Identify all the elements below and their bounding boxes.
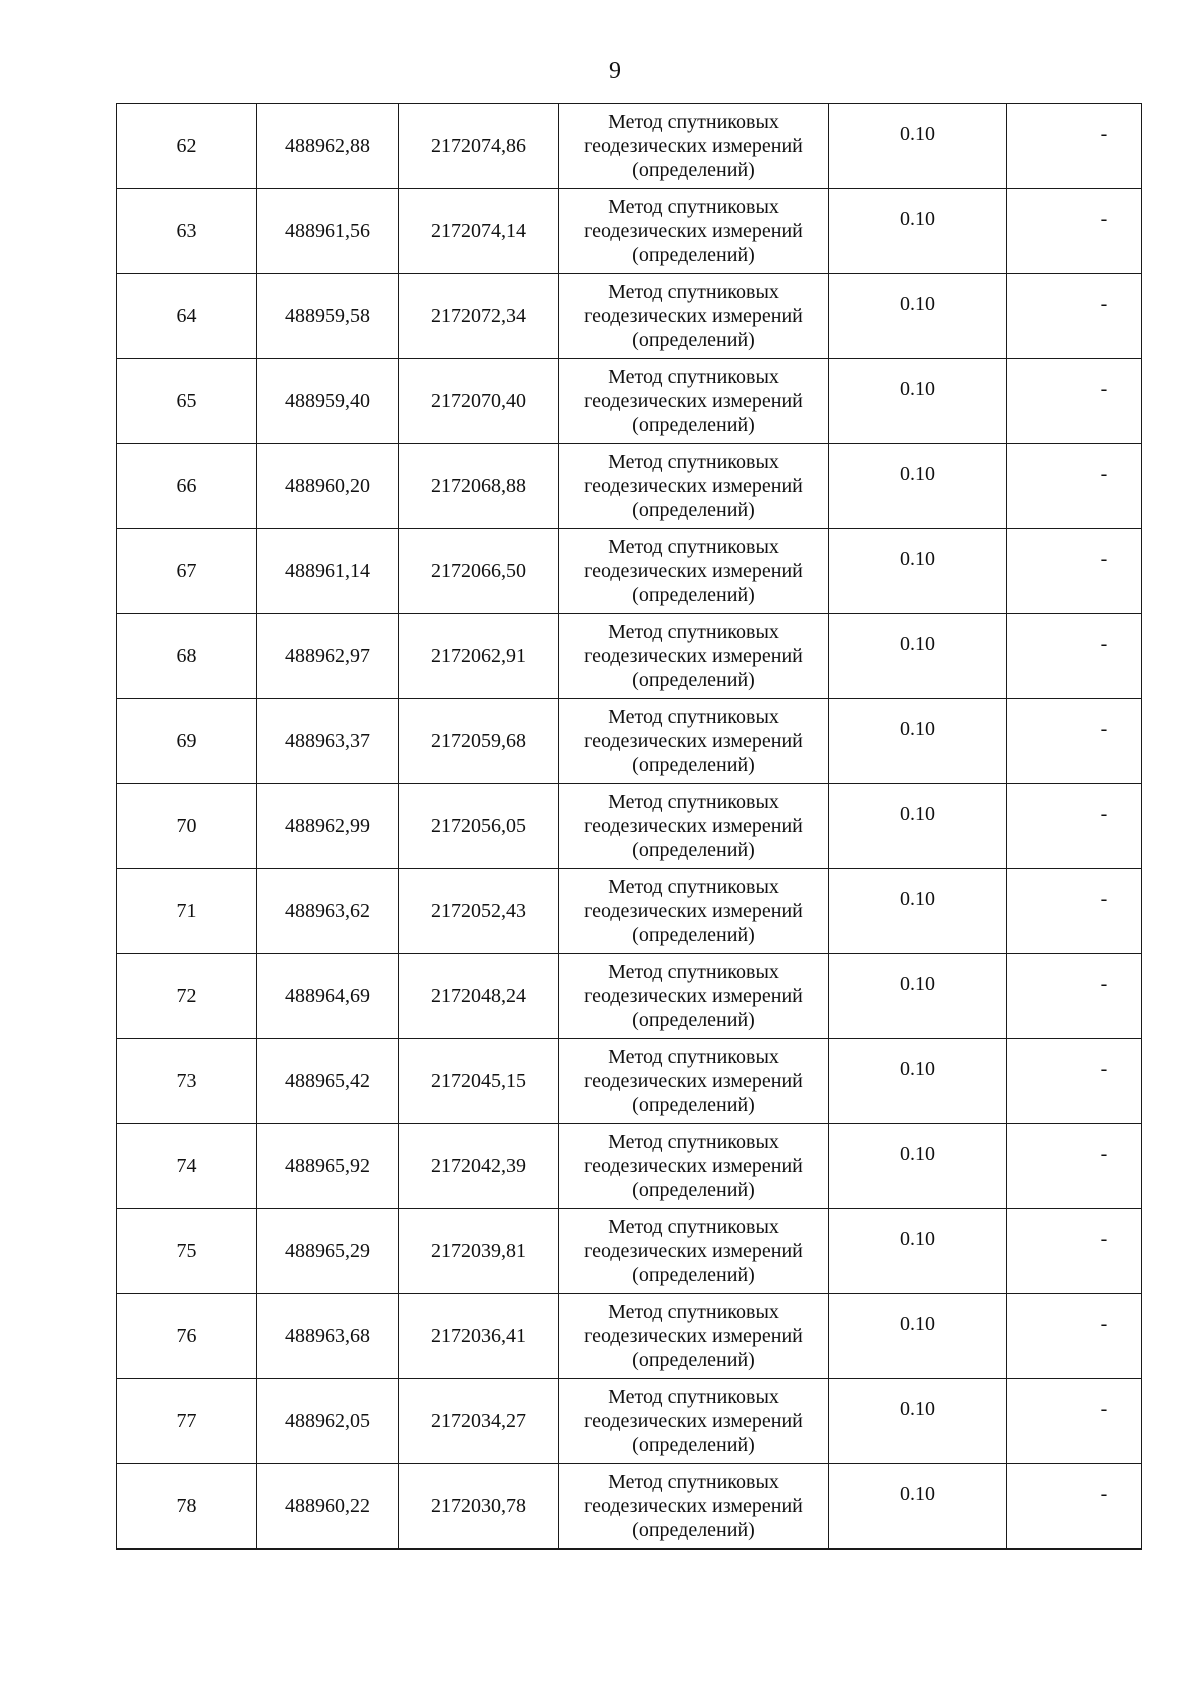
method-line: Метод спутниковых bbox=[608, 1471, 779, 1493]
method-cell bbox=[559, 1464, 829, 1550]
table-row bbox=[117, 1294, 1142, 1379]
method-line: Метод спутниковых bbox=[608, 1386, 779, 1408]
method-cell bbox=[559, 869, 829, 954]
x-coordinate-cell: 488965,42 bbox=[257, 1039, 399, 1124]
y-coordinate-cell: 2172048,24 bbox=[399, 954, 559, 1039]
note-cell: - bbox=[1007, 1464, 1142, 1550]
method-line: (определений) bbox=[632, 1434, 755, 1456]
precision-cell: 0.10 bbox=[829, 274, 1007, 359]
method-line: геодезических измерений bbox=[584, 1155, 803, 1177]
method-line: геодезических измерений bbox=[584, 135, 803, 157]
point-number-cell: 63 bbox=[117, 189, 257, 274]
precision-cell: 0.10 bbox=[829, 1124, 1007, 1209]
method-line: геодезических измерений bbox=[584, 1070, 803, 1092]
point-number-cell: 65 bbox=[117, 359, 257, 444]
table-row bbox=[117, 1464, 1142, 1550]
table-row bbox=[117, 189, 1142, 274]
method-line: геодезических измерений bbox=[584, 475, 803, 497]
table-row bbox=[117, 614, 1142, 699]
method-line: геодезических измерений bbox=[584, 1240, 803, 1262]
note-cell: - bbox=[1007, 1124, 1142, 1209]
precision-cell: 0.10 bbox=[829, 1294, 1007, 1379]
x-coordinate-cell: 488965,92 bbox=[257, 1124, 399, 1209]
note-cell: - bbox=[1007, 699, 1142, 784]
y-coordinate-cell: 2172056,05 bbox=[399, 784, 559, 869]
method-cell bbox=[559, 1124, 829, 1209]
note-cell: - bbox=[1007, 954, 1142, 1039]
method-line: (определений) bbox=[632, 159, 755, 181]
table-row bbox=[117, 699, 1142, 784]
point-number-cell: 67 bbox=[117, 529, 257, 614]
table-row bbox=[117, 954, 1142, 1039]
method-cell bbox=[559, 784, 829, 869]
note-cell: - bbox=[1007, 104, 1142, 189]
method-line: геодезических измерений bbox=[584, 985, 803, 1007]
y-coordinate-cell: 2172072,34 bbox=[399, 274, 559, 359]
note-cell: - bbox=[1007, 1209, 1142, 1294]
method-cell bbox=[559, 954, 829, 1039]
method-cell bbox=[559, 189, 829, 274]
point-number-cell: 70 bbox=[117, 784, 257, 869]
point-number-cell: 78 bbox=[117, 1464, 257, 1550]
precision-cell: 0.10 bbox=[829, 1379, 1007, 1464]
method-cell bbox=[559, 614, 829, 699]
point-number-cell: 76 bbox=[117, 1294, 257, 1379]
x-coordinate-cell: 488962,97 bbox=[257, 614, 399, 699]
y-coordinate-cell: 2172042,39 bbox=[399, 1124, 559, 1209]
method-line: геодезических измерений bbox=[584, 1495, 803, 1517]
point-number-cell: 71 bbox=[117, 869, 257, 954]
method-line: геодезических измерений bbox=[584, 390, 803, 412]
point-number-cell: 66 bbox=[117, 444, 257, 529]
point-number-cell: 75 bbox=[117, 1209, 257, 1294]
point-number-cell: 74 bbox=[117, 1124, 257, 1209]
precision-cell: 0.10 bbox=[829, 614, 1007, 699]
note-cell: - bbox=[1007, 1294, 1142, 1379]
method-line: геодезических измерений bbox=[584, 900, 803, 922]
precision-cell: 0.10 bbox=[829, 1039, 1007, 1124]
method-line: (определений) bbox=[632, 499, 755, 521]
method-line: геодезических измерений bbox=[584, 645, 803, 667]
note-cell: - bbox=[1007, 529, 1142, 614]
y-coordinate-cell: 2172030,78 bbox=[399, 1464, 559, 1550]
method-line: Метод спутниковых bbox=[608, 1301, 779, 1323]
x-coordinate-cell: 488961,56 bbox=[257, 189, 399, 274]
method-line: геодезических измерений bbox=[584, 560, 803, 582]
precision-cell: 0.10 bbox=[829, 444, 1007, 529]
method-line: Метод спутниковых bbox=[608, 706, 779, 728]
note-cell: - bbox=[1007, 274, 1142, 359]
coordinates-table bbox=[116, 103, 1142, 1550]
method-line: (определений) bbox=[632, 1349, 755, 1371]
y-coordinate-cell: 2172039,81 bbox=[399, 1209, 559, 1294]
y-coordinate-cell: 2172045,15 bbox=[399, 1039, 559, 1124]
y-coordinate-cell: 2172074,14 bbox=[399, 189, 559, 274]
x-coordinate-cell: 488962,99 bbox=[257, 784, 399, 869]
method-line: (определений) bbox=[632, 839, 755, 861]
method-line: (определений) bbox=[632, 924, 755, 946]
table-row bbox=[117, 529, 1142, 614]
method-cell bbox=[559, 1379, 829, 1464]
method-line: Метод спутниковых bbox=[608, 1216, 779, 1238]
note-cell: - bbox=[1007, 359, 1142, 444]
precision-cell: 0.10 bbox=[829, 869, 1007, 954]
table-row bbox=[117, 1124, 1142, 1209]
point-number-cell: 77 bbox=[117, 1379, 257, 1464]
method-cell bbox=[559, 1294, 829, 1379]
method-line: (определений) bbox=[632, 1009, 755, 1031]
table-row bbox=[117, 869, 1142, 954]
method-cell bbox=[559, 1039, 829, 1124]
method-line: Метод спутниковых bbox=[608, 961, 779, 983]
table-row bbox=[117, 359, 1142, 444]
precision-cell: 0.10 bbox=[829, 1464, 1007, 1550]
precision-cell: 0.10 bbox=[829, 189, 1007, 274]
table-body bbox=[117, 104, 1142, 1550]
method-line: Метод спутниковых bbox=[608, 1046, 779, 1068]
method-line: геодезических измерений bbox=[584, 1410, 803, 1432]
method-cell bbox=[559, 529, 829, 614]
method-line: Метод спутниковых bbox=[608, 876, 779, 898]
y-coordinate-cell: 2172068,88 bbox=[399, 444, 559, 529]
table-row bbox=[117, 784, 1142, 869]
page-number: 9 bbox=[609, 58, 621, 84]
method-line: геодезических измерений bbox=[584, 220, 803, 242]
method-line: Метод спутниковых bbox=[608, 366, 779, 388]
method-line: Метод спутниковых bbox=[608, 451, 779, 473]
y-coordinate-cell: 2172062,91 bbox=[399, 614, 559, 699]
method-line: (определений) bbox=[632, 1094, 755, 1116]
table-row bbox=[117, 104, 1142, 189]
precision-cell: 0.10 bbox=[829, 529, 1007, 614]
y-coordinate-cell: 2172070,40 bbox=[399, 359, 559, 444]
x-coordinate-cell: 488960,20 bbox=[257, 444, 399, 529]
method-cell bbox=[559, 699, 829, 784]
method-line: (определений) bbox=[632, 414, 755, 436]
table-row bbox=[117, 1209, 1142, 1294]
note-cell: - bbox=[1007, 614, 1142, 699]
precision-cell: 0.10 bbox=[829, 1209, 1007, 1294]
precision-cell: 0.10 bbox=[829, 359, 1007, 444]
x-coordinate-cell: 488965,29 bbox=[257, 1209, 399, 1294]
precision-cell: 0.10 bbox=[829, 104, 1007, 189]
method-line: (определений) bbox=[632, 584, 755, 606]
method-cell bbox=[559, 274, 829, 359]
precision-cell: 0.10 bbox=[829, 699, 1007, 784]
note-cell: - bbox=[1007, 869, 1142, 954]
note-cell: - bbox=[1007, 189, 1142, 274]
point-number-cell: 62 bbox=[117, 104, 257, 189]
method-line: геодезических измерений bbox=[584, 815, 803, 837]
precision-cell: 0.10 bbox=[829, 784, 1007, 869]
table-row bbox=[117, 1039, 1142, 1124]
method-line: геодезических измерений bbox=[584, 305, 803, 327]
note-cell: - bbox=[1007, 1039, 1142, 1124]
method-line: (определений) bbox=[632, 1519, 755, 1541]
method-line: (определений) bbox=[632, 1179, 755, 1201]
method-cell bbox=[559, 359, 829, 444]
method-line: Метод спутниковых bbox=[608, 1131, 779, 1153]
y-coordinate-cell: 2172052,43 bbox=[399, 869, 559, 954]
table-row bbox=[117, 1379, 1142, 1464]
x-coordinate-cell: 488961,14 bbox=[257, 529, 399, 614]
method-line: Метод спутниковых bbox=[608, 621, 779, 643]
note-cell: - bbox=[1007, 1379, 1142, 1464]
x-coordinate-cell: 488962,05 bbox=[257, 1379, 399, 1464]
method-line: Метод спутниковых bbox=[608, 791, 779, 813]
note-cell: - bbox=[1007, 444, 1142, 529]
method-line: Метод спутниковых bbox=[608, 536, 779, 558]
x-coordinate-cell: 488960,22 bbox=[257, 1464, 399, 1550]
method-line: (определений) bbox=[632, 669, 755, 691]
method-line: Метод спутниковых bbox=[608, 281, 779, 303]
method-cell bbox=[559, 1209, 829, 1294]
y-coordinate-cell: 2172036,41 bbox=[399, 1294, 559, 1379]
table-row bbox=[117, 444, 1142, 529]
x-coordinate-cell: 488963,68 bbox=[257, 1294, 399, 1379]
method-line: (определений) bbox=[632, 244, 755, 266]
method-cell bbox=[559, 444, 829, 529]
method-line: геодезических измерений bbox=[584, 730, 803, 752]
method-line: Метод спутниковых bbox=[608, 196, 779, 218]
point-number-cell: 73 bbox=[117, 1039, 257, 1124]
precision-cell: 0.10 bbox=[829, 954, 1007, 1039]
method-line: (определений) bbox=[632, 329, 755, 351]
x-coordinate-cell: 488964,69 bbox=[257, 954, 399, 1039]
x-coordinate-cell: 488963,62 bbox=[257, 869, 399, 954]
y-coordinate-cell: 2172074,86 bbox=[399, 104, 559, 189]
method-line: (определений) bbox=[632, 754, 755, 776]
note-cell: - bbox=[1007, 784, 1142, 869]
y-coordinate-cell: 2172059,68 bbox=[399, 699, 559, 784]
point-number-cell: 68 bbox=[117, 614, 257, 699]
y-coordinate-cell: 2172034,27 bbox=[399, 1379, 559, 1464]
point-number-cell: 69 bbox=[117, 699, 257, 784]
method-line: (определений) bbox=[632, 1264, 755, 1286]
x-coordinate-cell: 488959,58 bbox=[257, 274, 399, 359]
point-number-cell: 72 bbox=[117, 954, 257, 1039]
y-coordinate-cell: 2172066,50 bbox=[399, 529, 559, 614]
x-coordinate-cell: 488963,37 bbox=[257, 699, 399, 784]
method-cell bbox=[559, 104, 829, 189]
method-line: Метод спутниковых bbox=[608, 111, 779, 133]
method-line: геодезических измерений bbox=[584, 1325, 803, 1347]
x-coordinate-cell: 488962,88 bbox=[257, 104, 399, 189]
point-number-cell: 64 bbox=[117, 274, 257, 359]
x-coordinate-cell: 488959,40 bbox=[257, 359, 399, 444]
table-row bbox=[117, 274, 1142, 359]
